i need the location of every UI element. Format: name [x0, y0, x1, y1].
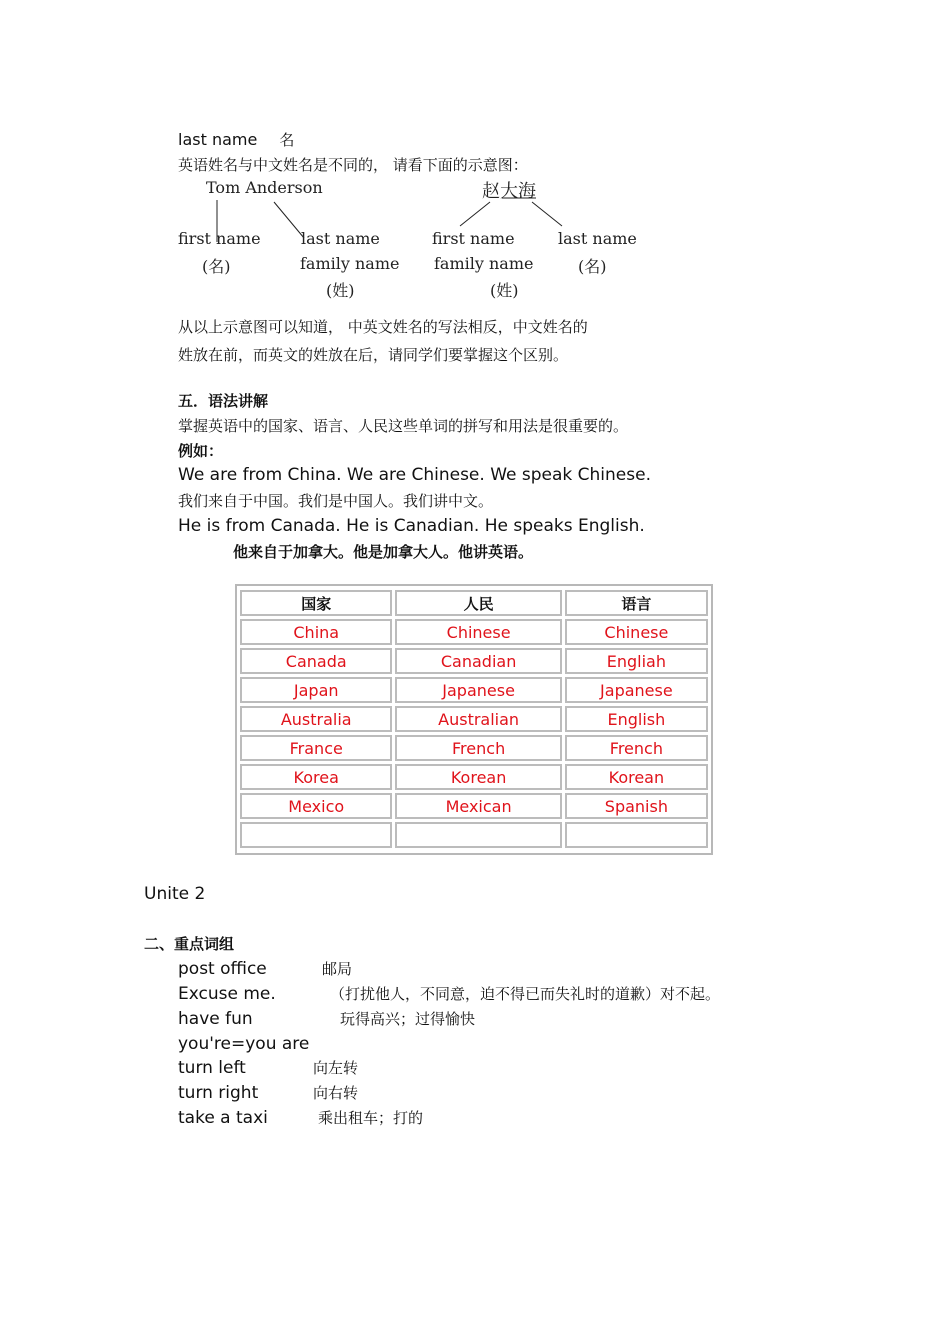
conclusion-line-1: 从以上示意图可以知道， 中英文姓名的写法相反，中文姓名的 — [178, 318, 588, 336]
table-row — [240, 648, 708, 674]
en-family-name-label: family name — [300, 254, 400, 273]
table-row — [240, 735, 708, 761]
grammar-intro: 掌握英语中的国家、语言、人民这些单词的拼写和用法是很重要的。 — [178, 417, 629, 435]
cell-people — [395, 822, 561, 848]
cn-full-name: 赵大海 — [482, 181, 536, 202]
phrase-cn: 乘出租车；打的 — [318, 1109, 424, 1127]
header-people: 人民 — [395, 590, 561, 616]
cell-language: Korean — [565, 764, 708, 790]
country-people-language-table — [235, 584, 713, 855]
compare-text: 英语姓名与中文姓名是不同的， 请看下面的示意图： — [178, 156, 528, 174]
phrase-en: you're=you are — [178, 1034, 310, 1054]
phrase-item — [178, 959, 267, 979]
header-language: 语言 — [565, 590, 708, 616]
cell-country: Korea — [240, 764, 392, 790]
last-name-label: last name — [178, 130, 258, 149]
cell-country: Canada — [240, 648, 392, 674]
name-diagram — [170, 172, 650, 307]
phrase-item — [178, 1058, 246, 1078]
cell-people: Korean — [395, 764, 561, 790]
cell-people: Japanese — [395, 677, 561, 703]
phrase-cn: 玩得高兴；过得愉快 — [340, 1010, 476, 1028]
phrase-item — [178, 1083, 258, 1103]
phrase-en: post office — [178, 959, 267, 979]
phrase-cn: （打扰他人，不同意，迫不得已而失礼时的道歉）对不起。 — [330, 985, 721, 1003]
phrase-en: have fun — [178, 1009, 253, 1029]
phrase-item — [178, 1034, 309, 1054]
table-row — [240, 677, 708, 703]
phrase-en: turn left — [178, 1058, 246, 1078]
phrase-item — [178, 1009, 253, 1029]
cell-country — [240, 822, 392, 848]
table-row — [240, 706, 708, 732]
last-name-cn: 名 — [279, 131, 295, 149]
cell-people: Chinese — [395, 619, 561, 645]
table-row — [240, 619, 708, 645]
phrase-cn: 向右转 — [313, 1084, 359, 1102]
cell-country: China — [240, 619, 392, 645]
cell-language: Engliah — [565, 648, 708, 674]
cell-country: France — [240, 735, 392, 761]
cell-country: Japan — [240, 677, 392, 703]
table-header-row — [240, 590, 708, 616]
phrase-en: turn right — [178, 1083, 259, 1103]
grammar-heading: 五．语法讲解 — [178, 392, 269, 410]
cell-language: Japanese — [565, 677, 708, 703]
phrase-item — [178, 984, 276, 1004]
en-full-name: Tom Anderson — [206, 178, 323, 197]
last-name-line — [178, 130, 294, 150]
phrase-item — [178, 1108, 268, 1128]
example-label: 例如： — [178, 442, 224, 460]
table-row — [240, 764, 708, 790]
example-1-cn: 我们来自于中国。我们是中国人。我们讲中文。 — [178, 492, 494, 510]
cn-last-name-label: last name — [558, 229, 637, 248]
cell-people: French — [395, 735, 561, 761]
cn-first-name-label: first name — [432, 229, 515, 248]
cell-people: Canadian — [395, 648, 561, 674]
table-row — [240, 793, 708, 819]
cell-language: English — [565, 706, 708, 732]
cn-last-name-cn: (名) — [578, 257, 607, 276]
cell-language: Spanish — [565, 793, 708, 819]
phrase-en: take a taxi — [178, 1108, 268, 1128]
header-country: 国家 — [240, 590, 392, 616]
table-row-empty — [240, 822, 708, 848]
cell-country: Australia — [240, 706, 392, 732]
cell-language: French — [565, 735, 708, 761]
cn-family-name-cn: (姓) — [490, 281, 519, 300]
en-first-name-label: first name — [178, 229, 261, 248]
phrase-cn: 向左转 — [313, 1059, 359, 1077]
cell-people: Australian — [395, 706, 561, 732]
cn-family-name-label: family name — [434, 254, 534, 273]
cell-country: Mexico — [240, 793, 392, 819]
example-1-en: We are from China. We are Chinese. We speak Chinese. — [178, 465, 651, 485]
example-2-cn: 他来自于加拿大。他是加拿大人。他讲英语。 — [233, 543, 534, 561]
phrase-en: Excuse me. — [178, 984, 276, 1004]
en-last-name-label: last name — [301, 229, 380, 248]
conclusion-line-2: 姓放在前，而英文的姓放在后，请同学们要掌握这个区别。 — [178, 346, 569, 364]
cell-people: Mexican — [395, 793, 561, 819]
cell-language — [565, 822, 708, 848]
unit-2-title: Unite 2 — [144, 884, 206, 904]
en-family-name-cn: (姓) — [326, 281, 355, 300]
cell-language: Chinese — [565, 619, 708, 645]
unit-2-heading: 二、重点词组 — [144, 935, 235, 953]
phrase-cn: 邮局 — [322, 960, 353, 978]
en-first-name-cn: (名) — [202, 257, 231, 276]
example-2-en: He is from Canada. He is Canadian. He speaks English. — [178, 516, 645, 536]
